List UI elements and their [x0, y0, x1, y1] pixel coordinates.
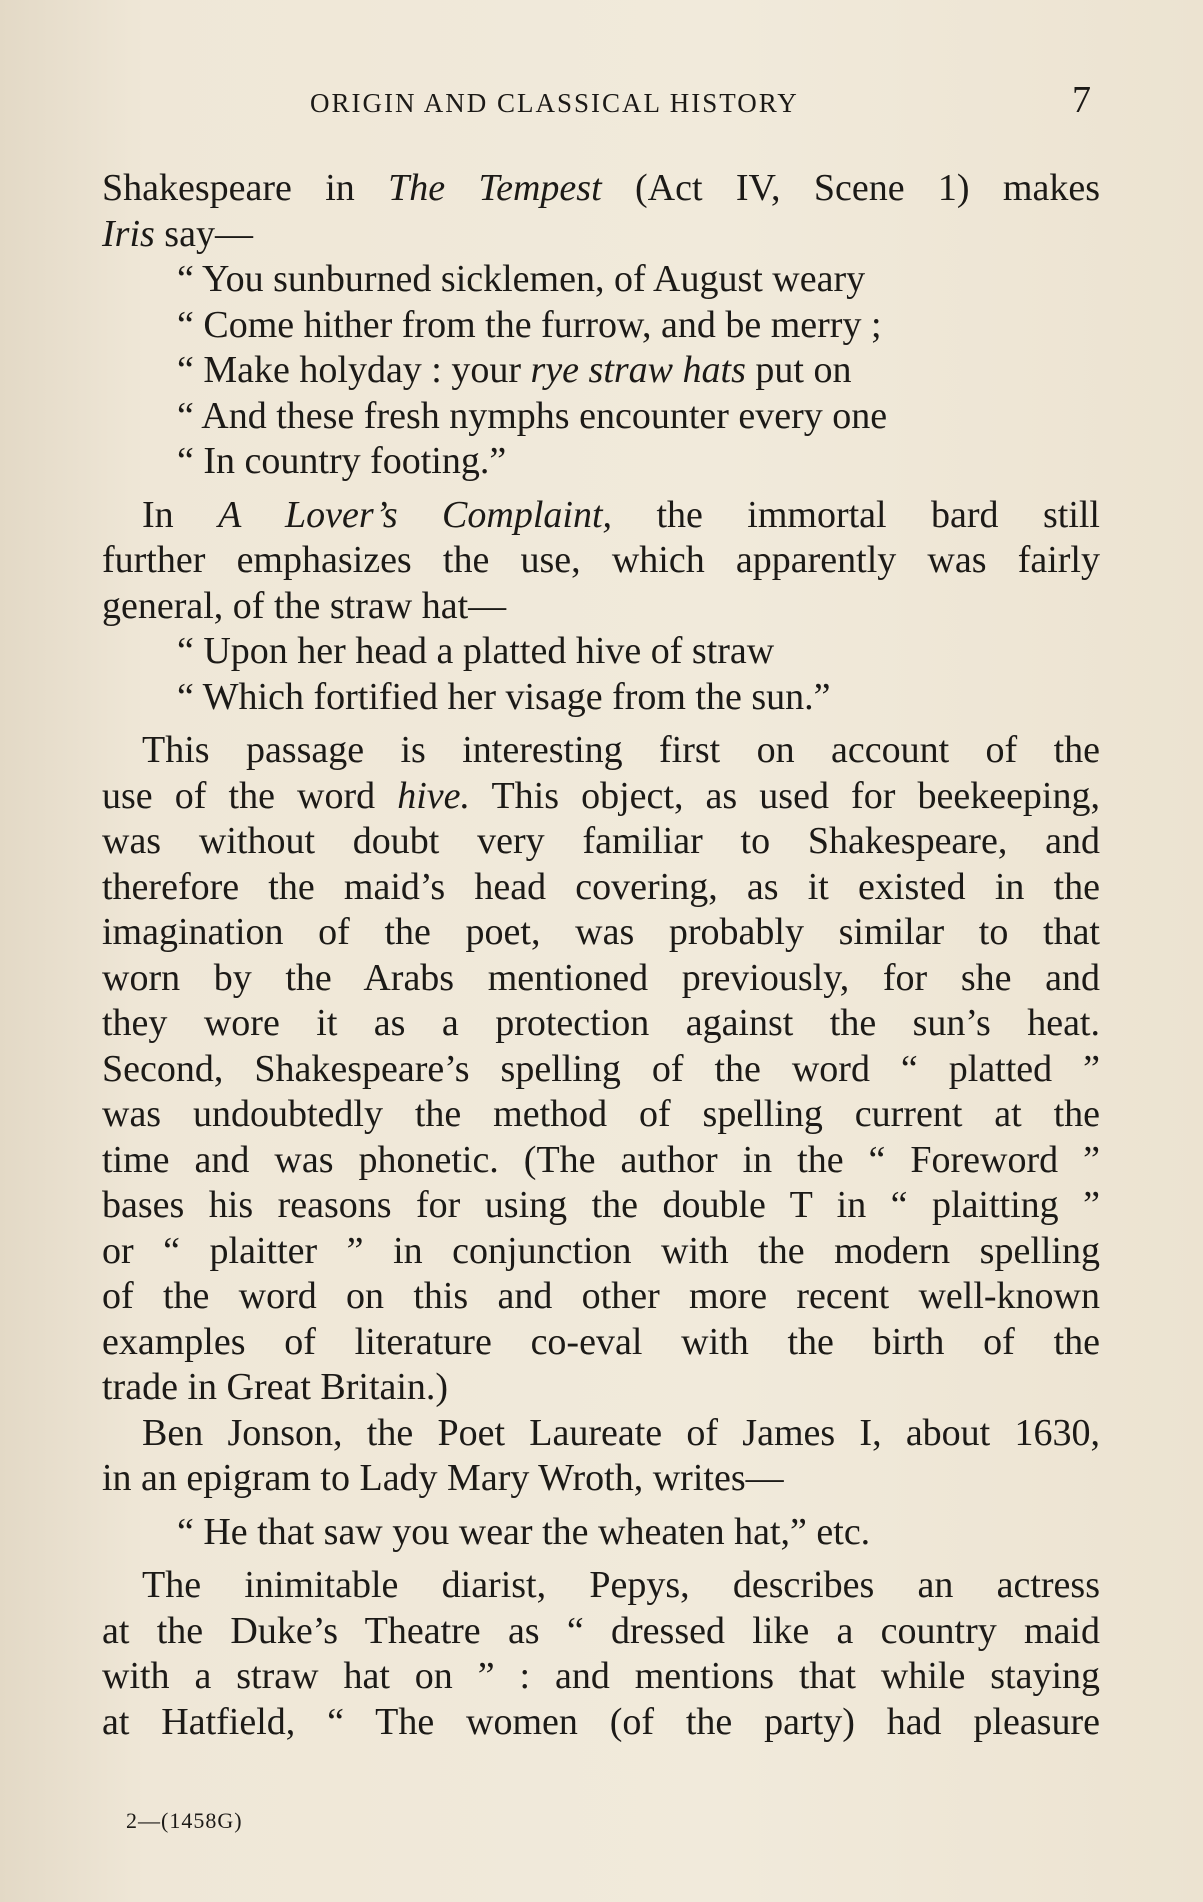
- text-line: Iris say—: [102, 212, 253, 255]
- text-line: time and was phonetic. (The author in the “ Foreword ”: [102, 1138, 1100, 1181]
- text-line: worn by the Arabs mentioned previously, for she and: [102, 956, 1100, 999]
- text-line: trade in Great Britain.): [102, 1366, 449, 1408]
- verse-line: “ In country footing.”: [177, 440, 507, 482]
- text-line: of the word on this and other more recent well-known: [102, 1275, 1100, 1317]
- text-line: was undoubtedly the method of spelling current at the: [102, 1093, 1100, 1135]
- signature-mark: 2—(1458G): [126, 1808, 243, 1833]
- text-line: was without doubt very familiar to Shakespeare, and: [102, 820, 1100, 862]
- text-line: use of the word hive. This object, as used for beekeeping,: [102, 774, 1100, 817]
- text-line: at Hatfield, “ The women (of the party) had pleasure: [102, 1700, 1100, 1743]
- text-line: therefore the maid’s head covering, as it existed in the: [102, 865, 1100, 908]
- text-line: examples of literature co-eval with the birth of the: [102, 1320, 1100, 1363]
- page-number: 7: [1072, 79, 1091, 121]
- verse-line: “ Make holyday : your rye straw hats put on: [177, 349, 852, 391]
- text-line: or “ plaitter ” in conjunction with the modern spelling: [102, 1229, 1100, 1272]
- running-header: ORIGIN AND CLASSICAL HISTORY: [310, 88, 799, 118]
- body-text: [102, 166, 1100, 1745]
- text-line: in an epigram to Lady Mary Wroth, writes—: [102, 1457, 784, 1499]
- verse-line: “ Upon her head a platted hive of straw: [177, 630, 775, 672]
- verse-line: “ And these fresh nymphs encounter every one: [177, 394, 888, 437]
- text-line: This passage is interesting first on account of the: [142, 729, 1100, 771]
- verse-line: “ He that saw you wear the wheaten hat,” etc.: [177, 1510, 871, 1553]
- verse-quote-tempest: [102, 257, 1100, 485]
- text-line: imagination of the poet, was probably similar to that: [102, 911, 1100, 953]
- text-line: In A Lover’s Complaint, the immortal bard still: [142, 493, 1100, 536]
- text-line: Second, Shakespeare’s spelling of the word “ platted ”: [102, 1047, 1100, 1090]
- verse-line: “ You sunburned sicklemen, of August weary: [177, 258, 866, 300]
- text-line: with a straw hat on ” : and mentions that while staying: [102, 1655, 1100, 1697]
- verse-quote-jonson: [102, 1510, 1100, 1556]
- text-line: further emphasizes the use, which apparently was fairly: [102, 539, 1100, 581]
- text-line: Ben Jonson, the Poet Laureate of James I, about 1630,: [142, 1411, 1100, 1454]
- text-line: at the Duke’s Theatre as “ dressed like a country maid: [102, 1609, 1100, 1652]
- verse-line: “ Come hither from the furrow, and be merry ;: [177, 303, 882, 346]
- text-line: Shakespeare in The Tempest (Act IV, Scene 1) makes: [102, 167, 1100, 209]
- text-line: The inimitable diarist, Pepys, describes an actress: [142, 1564, 1100, 1606]
- text-line: they wore it as a protection against the sun’s heat.: [102, 1002, 1100, 1044]
- text-line: general, of the straw hat—: [102, 584, 507, 627]
- text-line: bases his reasons for using the double T in “ plaitting ”: [102, 1184, 1100, 1226]
- verse-line: “ Which fortified her visage from the sun.”: [177, 675, 831, 718]
- verse-quote-lovers-complaint: [102, 629, 1100, 720]
